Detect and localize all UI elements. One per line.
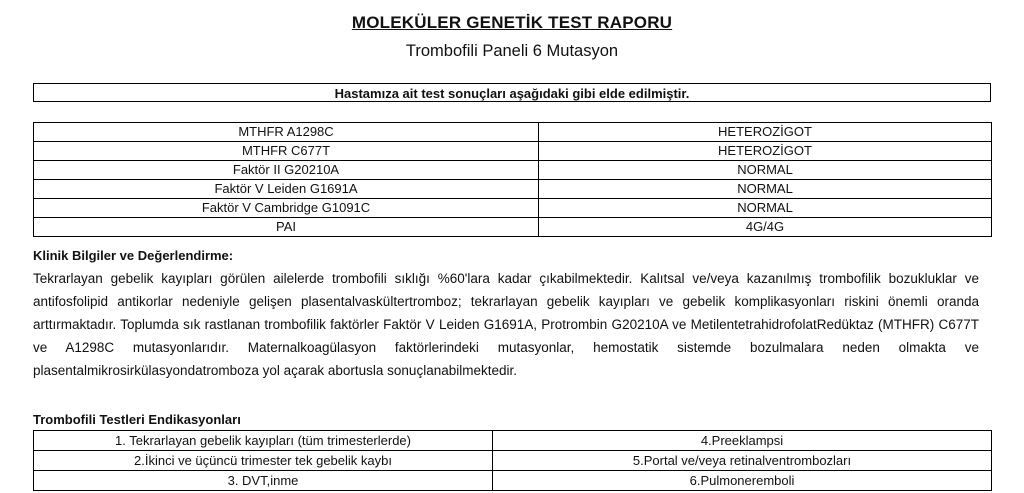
indication-right: 6.Pulmoneremboli [493,471,992,491]
test-result: NORMAL [539,161,992,180]
table-row [34,471,992,491]
test-result: HETEROZİGOT [539,123,992,142]
table-row [34,161,992,180]
table-row [34,451,992,471]
test-name: MTHFR C677T [34,142,539,161]
results-table [33,122,992,237]
indication-left: 3. DVT,inme [34,471,493,491]
test-name: PAI [34,218,539,237]
table-row [34,142,992,161]
test-name: Faktör II G20210A [34,161,539,180]
table-row [34,218,992,237]
test-result: 4G/4G [539,218,992,237]
test-name: Faktör V Leiden G1691A [34,180,539,199]
indication-left: 2.İkinci ve üçüncü trimester tek gebelik kaybı [34,451,493,471]
clinical-heading: Klinik Bilgiler ve Değerlendirme: [33,248,234,263]
test-name: Faktör V Cambridge G1091C [34,199,539,218]
indications-heading: Trombofili Testleri Endikasyonları [33,412,241,427]
test-result: NORMAL [539,180,992,199]
test-result: NORMAL [539,199,992,218]
indication-left: 1. Tekrarlayan gebelik kayıpları (tüm trimesterlerde) [34,431,493,451]
table-row [34,431,992,451]
test-result: HETEROZİGOT [539,142,992,161]
report-subtitle: Trombofili Paneli 6 Mutasyon [405,42,619,60]
indications-table [33,430,992,491]
indication-right: 4.Preeklampsi [493,431,992,451]
results-notice: Hastamıza ait test sonuçları aşağıdaki gibi elde edilmiştir. [33,83,991,102]
table-row [34,180,992,199]
table-row [34,123,992,142]
clinical-text: Tekrarlayan gebelik kayıpları görülen ailelerde trombofili sıklığı %60'lara kadar çıkabilmektedir. Kalıtsal ve/veya kazanılmış trombofilik bozukluklar ve antifosfolipid antikorlar nedeniyle gelişen plasentalvaskültertromboz; tekrarlayan gebelik kayıpları ve gebelik komplikasyonları riskini önemli oranda arttırmaktadır. Toplumda sık rastlanan trombofilik faktörler Faktör V Leiden G1691A, Protrombin G20210A ve MetilentetrahidrofolatRedüktaz (MTHFR) C677T ve A1298C mutasyonlarıdır. Maternalkoagülasyon faktörlerindeki mutasyonlar, hemostatik sistemde bozulmalara neden olmakta ve plasentalmikrosirkülasyondatromboza yol açarak abortusla sonuçlanabilmektedir. [33,271,979,378]
indication-right: 5.Portal ve/veya retinalventrombozları [493,451,992,471]
report-title: MOLEKÜLER GENETİK TEST RAPORU [351,13,673,32]
table-row [34,199,992,218]
test-name: MTHFR A1298C [34,123,539,142]
